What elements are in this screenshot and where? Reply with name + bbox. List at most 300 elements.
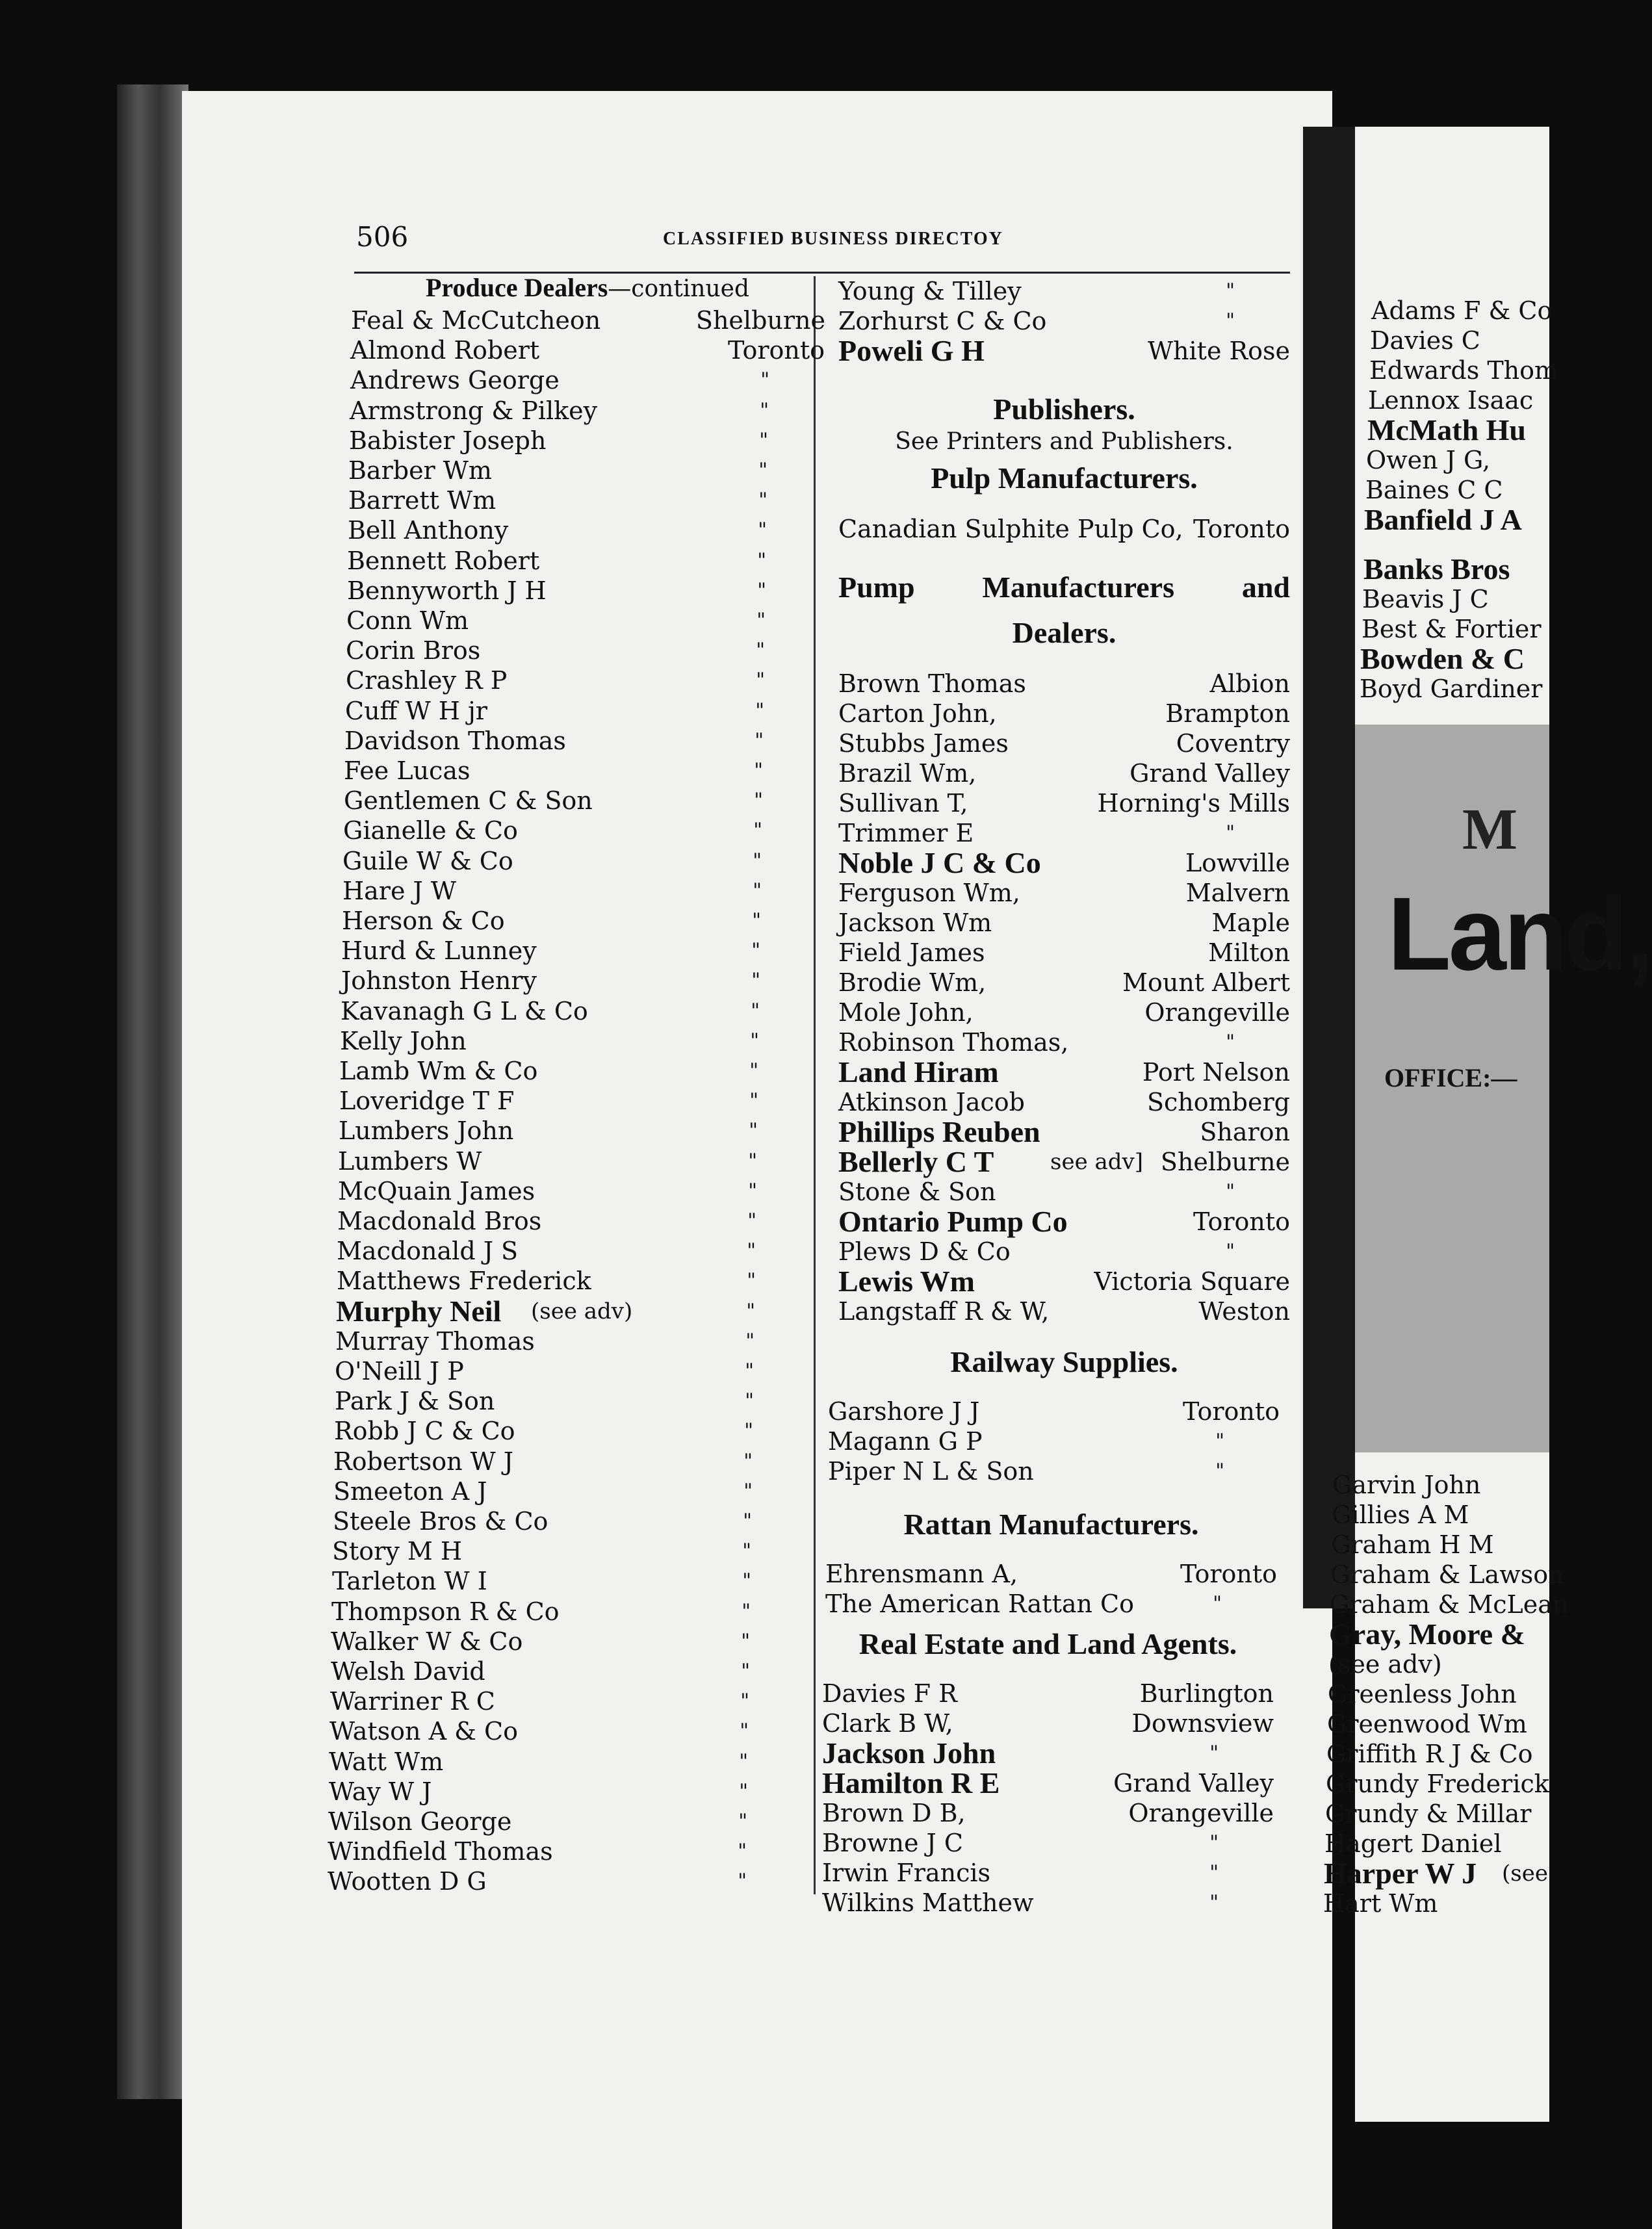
entry-name: Grundy Frederick — [1326, 1770, 1549, 1798]
entry-name: Harper W J — [1324, 1857, 1477, 1890]
entry-town: " — [742, 1569, 751, 1593]
directory-entry — [1360, 674, 1543, 704]
directory-entry — [1364, 505, 1540, 535]
entry-town: " — [744, 1419, 753, 1443]
directory-entry — [329, 1747, 803, 1777]
entry-town: " — [738, 1840, 747, 1863]
section-heading: Pump Manufacturers and — [838, 571, 1290, 604]
entry-name: Jackson Wm — [838, 908, 992, 937]
directory-entry — [838, 1057, 1290, 1087]
directory-entry — [342, 846, 817, 876]
directory-entry — [1362, 614, 1542, 644]
entry-name: Piper N L & Son — [828, 1457, 1034, 1486]
entry-name: Grundy & Millar — [1325, 1799, 1532, 1828]
entry-name: Land Hiram — [838, 1055, 999, 1089]
entry-town: " — [750, 1029, 759, 1052]
directory-entry — [1327, 1709, 1542, 1739]
section-heading: Pulp Manufacturers. — [931, 461, 1198, 495]
entry-name: Robb J C & Co — [334, 1417, 515, 1446]
directory-entry — [1362, 584, 1538, 614]
entry-name: Welsh David — [331, 1657, 485, 1686]
entry-name: Andrews George — [350, 366, 560, 395]
entry-town: Albion — [1209, 669, 1290, 698]
entry-name: Guile W & Co — [342, 846, 513, 875]
entry-town: " — [760, 398, 769, 422]
directory-entry — [1326, 1769, 1549, 1799]
entry-name: Griffith R J & Co — [1326, 1740, 1533, 1768]
entry-town: Victoria Square — [1094, 1267, 1290, 1296]
directory-entry — [343, 816, 818, 845]
directory-entry — [328, 1866, 802, 1896]
directory-entry — [335, 1326, 810, 1356]
entry-name: Loveridge T F — [339, 1087, 515, 1116]
entry-name: Clark B W, — [822, 1709, 953, 1738]
entry-town: " — [745, 1389, 754, 1413]
entry-town: Orangeville — [1128, 1799, 1274, 1827]
entry-name: Ehrensmann A, — [825, 1560, 1018, 1588]
entry-town: Schomberg — [1146, 1088, 1290, 1116]
entry-note: (see — [1502, 1861, 1548, 1887]
directory-entry — [342, 876, 817, 906]
directory-entry — [1330, 1590, 1569, 1619]
entry-name: Canadian Sulphite Pulp Co, — [838, 515, 1183, 543]
entry-name: Bennyworth J H — [347, 576, 547, 605]
entry-name: Ontario Pump Co — [838, 1205, 1068, 1238]
directory-entry — [838, 818, 1290, 848]
entry-name: Bellerly C T — [838, 1145, 994, 1178]
directory-entry — [838, 306, 1290, 336]
entry-town: Sharon — [1200, 1118, 1290, 1146]
entry-name: Watt Wm — [329, 1747, 444, 1776]
entry-town: " — [758, 459, 768, 482]
entry-note: (see adv) — [531, 1298, 633, 1324]
directory-entry — [838, 788, 1290, 818]
entry-town: " — [738, 1870, 747, 1893]
entry-name: Lumbers W — [338, 1146, 482, 1176]
entry-town: " — [741, 1629, 750, 1653]
directory-entry — [822, 1708, 1274, 1738]
directory-entry — [329, 1716, 804, 1746]
directory-entry — [838, 669, 1290, 699]
directory-entry — [825, 1559, 1277, 1589]
directory-entry — [350, 335, 825, 365]
entry-name: Plews D & Co — [838, 1237, 1011, 1266]
entry-name: Wootten D G — [328, 1867, 487, 1896]
entry-name: Park J & Son — [335, 1387, 495, 1416]
directory-entry — [328, 1807, 803, 1836]
directory-entry — [331, 1627, 805, 1656]
entry-name: Graham & Lawson — [1330, 1560, 1564, 1589]
directory-entry — [345, 696, 820, 726]
entry-name: Hamilton R E — [822, 1766, 1000, 1799]
directory-entry — [346, 606, 821, 636]
entry-town: " — [747, 1239, 756, 1263]
entry-name: The American Rattan Co — [825, 1590, 1134, 1618]
entry-name: Cuff W H jr — [345, 696, 487, 725]
entry-town: " — [759, 428, 768, 452]
directory-entry — [341, 936, 816, 966]
entry-town: " — [741, 1660, 750, 1682]
entry-name: Gray, Moore & — [1329, 1617, 1525, 1651]
directory-entry — [346, 636, 820, 665]
entry-town: Grand Valley — [1129, 759, 1290, 788]
directory-entry — [342, 906, 816, 936]
directory-entry — [331, 1597, 806, 1627]
entry-name: Carton John, — [838, 699, 997, 728]
entry-name: Field James — [838, 938, 985, 967]
directory-entry — [828, 1426, 1280, 1456]
entry-name: Adams F & Co — [1371, 296, 1553, 325]
directory-entry — [346, 665, 820, 695]
directory-entry — [838, 1117, 1290, 1147]
directory-entry — [1324, 1857, 1548, 1890]
entry-note: see adv] — [1050, 1149, 1144, 1175]
entry-town: " — [739, 1779, 748, 1803]
entry-town: " — [1226, 821, 1235, 844]
entry-name: Atkinson Jacob — [838, 1088, 1026, 1116]
entry-name: Langstaff R & W, — [838, 1297, 1050, 1326]
running-head: CLASSIFIED BUSINESS DIRECTOY — [663, 229, 1003, 249]
directory-entry — [328, 1836, 802, 1866]
directory-entry — [1324, 1829, 1539, 1859]
directory-entry — [1363, 554, 1539, 584]
directory-entry — [338, 1146, 812, 1176]
directory-entry — [838, 728, 1290, 758]
directory-entry — [1332, 1470, 1547, 1500]
entry-name: Barber Wm — [348, 456, 492, 485]
entry-town: " — [747, 1209, 756, 1232]
entry-name: Matthews Frederick — [337, 1267, 591, 1296]
entry-town: " — [1226, 1240, 1235, 1263]
entry-town: " — [1226, 1031, 1235, 1053]
entry-name: (see adv) — [1328, 1650, 1442, 1679]
entry-town: " — [753, 819, 762, 842]
directory-entry — [1368, 385, 1543, 415]
entry-name: Owen J G, — [1366, 446, 1491, 474]
entry-name: Watson A & Co — [329, 1717, 518, 1746]
entry-town: " — [749, 1059, 758, 1082]
entry-town: " — [738, 1810, 747, 1833]
entry-name: Almond Robert — [350, 336, 540, 365]
directory-entry — [341, 966, 816, 996]
section-heading: Publishers. — [993, 393, 1135, 426]
entry-town: Toronto — [1193, 515, 1290, 543]
entry-town: " — [1209, 1861, 1219, 1884]
directory-entry — [329, 1777, 803, 1807]
entry-town: Toronto — [1183, 1397, 1280, 1426]
entry-name: Brazil Wm, — [838, 759, 977, 788]
entry-town: " — [745, 1359, 754, 1382]
directory-entry — [339, 1086, 814, 1116]
entry-town: " — [756, 639, 765, 662]
entry-town: " — [749, 1119, 758, 1142]
directory-entry — [344, 786, 818, 816]
entry-name: Hagert Daniel — [1324, 1829, 1502, 1858]
entry-town: " — [751, 939, 760, 962]
entry-name: Crashley R P — [346, 666, 508, 695]
entry-name: McQuain James — [338, 1176, 536, 1205]
entry-town: Horning's Mills — [1097, 789, 1290, 818]
directory-entry — [822, 1828, 1274, 1858]
entry-town: " — [751, 969, 760, 992]
directory-entry — [838, 1027, 1290, 1057]
entry-name: Macdonald Bros — [337, 1207, 542, 1235]
page-gutter — [1303, 127, 1355, 1608]
directory-entry — [348, 456, 823, 485]
entry-town: " — [757, 548, 766, 572]
directory-entry — [349, 426, 823, 456]
entry-name: Steele Bros & Co — [333, 1507, 549, 1536]
entry-name: Graham & McLean — [1330, 1590, 1569, 1619]
directory-entry — [332, 1566, 807, 1596]
entry-name: Edwards Thom — [1369, 356, 1558, 385]
entry-name: Herson & Co — [342, 907, 505, 935]
directory-entry — [335, 1386, 809, 1416]
entry-town: Malvern — [1185, 879, 1290, 907]
entry-name: Wilkins Matthew — [822, 1888, 1034, 1917]
entry-name: Armstrong & Pilkey — [350, 396, 598, 425]
section-title: Produce Dealers — [426, 273, 608, 302]
entry-name: Garshore J J — [828, 1397, 980, 1426]
entry-name: Johnston Henry — [341, 966, 537, 996]
directory-entry — [333, 1447, 808, 1476]
entry-town: " — [760, 368, 769, 392]
directory-entry — [822, 1798, 1274, 1828]
entry-town: " — [740, 1690, 749, 1713]
entry-name: Way W J — [329, 1777, 432, 1806]
entry-name: Gianelle & Co — [343, 816, 518, 845]
entry-name: Poweli G H — [838, 334, 985, 367]
entry-town: Milton — [1208, 938, 1290, 967]
entry-town: " — [742, 1540, 751, 1563]
entry-name: Hurd & Lunney — [341, 936, 537, 966]
entry-name: Hare J W — [342, 876, 456, 905]
entry-name: Windfield Thomas — [328, 1837, 553, 1866]
directory-entry — [838, 514, 1290, 544]
entry-town: " — [752, 909, 761, 932]
entry-town: " — [1226, 279, 1235, 302]
directory-entry — [1331, 1530, 1545, 1560]
directory-entry — [1360, 644, 1536, 674]
directory-entry — [822, 1858, 1274, 1888]
directory-entry — [838, 848, 1290, 878]
directory-entry — [838, 699, 1290, 728]
entry-town: " — [751, 999, 760, 1022]
directory-entry — [332, 1536, 807, 1566]
directory-entry — [1323, 1888, 1538, 1918]
directory-entry — [338, 1176, 812, 1206]
directory-entry — [339, 1116, 813, 1146]
entry-town: " — [1215, 1430, 1224, 1452]
entry-town: " — [1226, 1180, 1235, 1203]
entry-name: Zorhurst C & Co — [838, 307, 1047, 335]
entry-name: Jackson John — [822, 1736, 996, 1770]
entry-town: " — [758, 489, 768, 512]
entry-town: " — [1213, 1592, 1222, 1615]
book-spine — [117, 84, 188, 2099]
directory-entry — [341, 996, 815, 1026]
entry-town: " — [758, 519, 767, 542]
entry-town: Maple — [1211, 908, 1290, 937]
directory-entry — [838, 336, 1290, 366]
entry-name: Murray Thomas — [335, 1326, 535, 1356]
entry-name: Bowden & C — [1360, 642, 1525, 675]
directory-entry — [825, 1589, 1277, 1619]
entry-town: " — [1209, 1891, 1219, 1914]
entry-name: Best & Fortier — [1362, 615, 1542, 643]
section-heading: Rattan Manufacturers. — [903, 1508, 1199, 1541]
entry-name: Magann G P — [828, 1427, 983, 1456]
entry-name: Phillips Reuben — [838, 1115, 1040, 1148]
directory-entry — [333, 1506, 807, 1536]
entry-name: Bell Anthony — [348, 516, 509, 545]
directory-entry — [1332, 1500, 1546, 1530]
directory-entry — [838, 1207, 1290, 1237]
directory-entry — [838, 758, 1290, 788]
entry-name: Gentlemen C & Son — [344, 786, 593, 816]
directory-entry — [340, 1026, 814, 1056]
entry-name: Conn Wm — [346, 606, 469, 635]
directory-entry — [838, 1296, 1290, 1326]
entry-name: Greenwood Wm — [1327, 1710, 1527, 1738]
directory-entry — [1367, 415, 1543, 445]
entry-name: McMath Hu — [1367, 413, 1527, 446]
entry-name: Gillies A M — [1332, 1501, 1469, 1529]
entry-name: Baines C C — [1365, 476, 1503, 504]
entry-name: Stone & Son — [838, 1178, 996, 1206]
entry-town: Lowville — [1185, 849, 1290, 877]
entry-town: " — [749, 1089, 758, 1113]
directory-entry — [838, 1177, 1290, 1207]
entry-name: Browne J C — [822, 1829, 963, 1857]
entry-name: Brown D B, — [822, 1799, 966, 1827]
entry-name: Ferguson Wm, — [838, 879, 1020, 907]
directory-entry — [1371, 296, 1553, 326]
entry-name: Hart Wm — [1323, 1889, 1438, 1918]
directory-entry — [838, 276, 1290, 306]
entry-town: " — [753, 879, 762, 902]
directory-entry — [822, 1738, 1274, 1768]
directory-entry — [348, 485, 823, 515]
entry-name: Macdonald J S — [337, 1237, 519, 1266]
entry-name: Kelly John — [340, 1026, 467, 1055]
section-heading: See Printers and Publishers. — [895, 428, 1233, 455]
entry-town: Toronto — [728, 336, 825, 365]
entry-name: Kavanagh G L & Co — [341, 996, 588, 1025]
entry-name: Lennox Isaac — [1368, 386, 1534, 415]
directory-entry — [344, 726, 819, 756]
entry-town: " — [755, 699, 764, 722]
entry-name: Boyd Gardiner — [1360, 675, 1543, 703]
entry-town: " — [756, 609, 766, 632]
entry-town: White Rose — [1147, 337, 1290, 365]
directory-entry — [828, 1397, 1280, 1426]
entry-town: " — [754, 789, 763, 812]
directory-entry — [838, 938, 1290, 968]
entry-name: Bennett Robert — [347, 546, 540, 575]
entry-name: Babister Joseph — [349, 426, 547, 455]
section-heading-produce — [426, 273, 749, 304]
directory-entry — [1330, 1560, 1564, 1590]
entry-name: Smeeton A J — [333, 1476, 487, 1506]
entry-name: Trimmer E — [838, 819, 974, 847]
entry-name: Banfield J A — [1364, 503, 1522, 536]
entry-town: " — [756, 669, 765, 692]
entry-town: " — [739, 1749, 748, 1773]
directory-entry — [1366, 445, 1542, 475]
directory-entry — [822, 1679, 1274, 1708]
section-heading: Dealers. — [1012, 616, 1116, 649]
section-suffix: —continued — [608, 276, 750, 302]
entry-name: Tarleton W I — [332, 1567, 487, 1596]
directory-entry — [838, 878, 1290, 908]
entry-town: Grand Valley — [1113, 1769, 1274, 1797]
entry-town: " — [755, 728, 764, 752]
entry-town: " — [1226, 309, 1235, 332]
directory-entry — [333, 1476, 808, 1506]
page-number: 506 — [356, 221, 409, 253]
directory-entry — [828, 1456, 1280, 1486]
entry-town: " — [1209, 1742, 1219, 1764]
entry-town: " — [743, 1510, 752, 1532]
entry-name: Irwin Francis — [822, 1859, 991, 1887]
directory-entry — [838, 1087, 1290, 1117]
entry-town: Port Nelson — [1142, 1058, 1290, 1087]
directory-entry — [339, 1056, 814, 1086]
entry-town: " — [1215, 1460, 1224, 1482]
directory-entry — [838, 1237, 1290, 1267]
directory-entry — [350, 365, 825, 395]
entry-town: " — [757, 578, 766, 602]
entry-name: Robinson Thomas, — [838, 1028, 1069, 1057]
entry-town: " — [1209, 1831, 1219, 1854]
entry-town: Shelburne — [695, 306, 825, 335]
entry-name: Garvin John — [1332, 1471, 1481, 1499]
entry-name: Sullivan T, — [838, 789, 968, 818]
directory-entry — [351, 305, 825, 335]
directory-entry — [838, 908, 1290, 938]
entry-name: Young & Tilley — [838, 277, 1022, 305]
ad-heading: M — [1462, 797, 1517, 862]
directory-entry — [838, 1267, 1290, 1296]
entry-town: Shelburne — [1160, 1148, 1290, 1176]
entry-town: " — [742, 1599, 751, 1623]
directory-entry — [330, 1686, 805, 1716]
entry-name: Stubbs James — [838, 729, 1009, 758]
entry-name: Davies F R — [822, 1679, 957, 1708]
entry-name: Davidson Thomas — [344, 726, 566, 755]
entry-name: Davies C — [1370, 326, 1480, 355]
directory-entry — [1369, 355, 1558, 385]
entry-name: Beavis J C — [1362, 585, 1489, 613]
directory-entry — [838, 1147, 1290, 1177]
section-heading: Real Estate and Land Agents. — [858, 1627, 1237, 1660]
entry-town: Downsview — [1131, 1709, 1274, 1738]
entry-name: Corin Bros — [346, 636, 481, 665]
directory-entry — [337, 1236, 811, 1266]
directory-entry — [1365, 475, 1541, 505]
entry-name: Wilson George — [328, 1807, 512, 1836]
entry-town: " — [747, 1269, 756, 1293]
entry-town: " — [748, 1149, 757, 1172]
directory-entry — [336, 1296, 810, 1326]
entry-town: " — [743, 1479, 753, 1502]
entry-town: Burlington — [1139, 1679, 1274, 1708]
directory-entry — [1328, 1649, 1543, 1679]
entry-name: Greenless John — [1328, 1680, 1517, 1708]
entry-name: Robertson W J — [333, 1447, 514, 1476]
entry-name: Lewis Wm — [838, 1265, 975, 1298]
